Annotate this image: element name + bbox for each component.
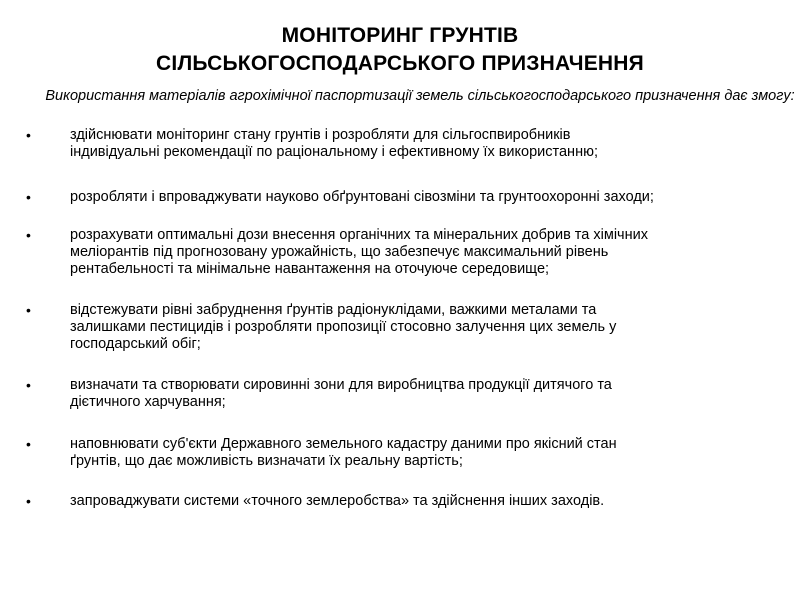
- bullet-icon: •: [26, 189, 31, 205]
- bullet-text: розрахувати оптимальні дози внесення органічних та мінеральних добрив та хімічних меліорантів під прогнозовану урожайність, що забезпечує максимальний рівень рентабельності та мінімальне навантаження на оточуюче середовище;: [70, 227, 648, 277]
- bullet-icon: •: [26, 377, 31, 393]
- slide-subtitle: Використання матеріалів агрохімічної паспортизації земель сільськогосподарського призначення дає змогу:: [45, 88, 795, 104]
- slide-title-line-1: МОНІТОРИНГ ГРУНТІВ: [281, 24, 519, 47]
- slide-title: [20, 22, 780, 78]
- bullet-icon: •: [26, 227, 31, 243]
- bullet-text: визначати та створювати сировинні зони для виробництва продукції дитячого та дієтичного харчування;: [70, 377, 612, 410]
- bullet-text: запроваджувати системи «точного землеробства» та здійснення інших заходів.: [70, 493, 605, 509]
- bullet-icon: •: [26, 302, 31, 318]
- bullet-icon: •: [26, 127, 31, 143]
- bullet-text: здійснювати моніторинг стану грунтів і розробляти для сільгоспвиробників індивідуальні рекомендації по раціональному і ефективному їх використанню;: [70, 127, 598, 160]
- slide-title-line-2: СІЛЬСЬКОГОСПОДАРСЬКОГО ПРИЗНАЧЕННЯ: [156, 52, 644, 75]
- bullet-text: розробляти і впроваджувати науково обґрунтовані сівозміни та грунтоохоронні заходи;: [70, 189, 654, 205]
- bullet-text: наповнювати суб'єкти Державного земельного кадастру даними про якісний стан ґрунтів, що дає можливість визначати їх реальну вартість;: [70, 436, 617, 469]
- bullet-text: відстежувати рівні забруднення ґрунтів радіонуклідами, важкими металами та залишками пестицидів і розробляти пропозиції стосовно залучення цих земель у господарський обіг;: [70, 302, 617, 352]
- bullet-icon: •: [26, 436, 31, 452]
- bullet-icon: •: [26, 493, 31, 509]
